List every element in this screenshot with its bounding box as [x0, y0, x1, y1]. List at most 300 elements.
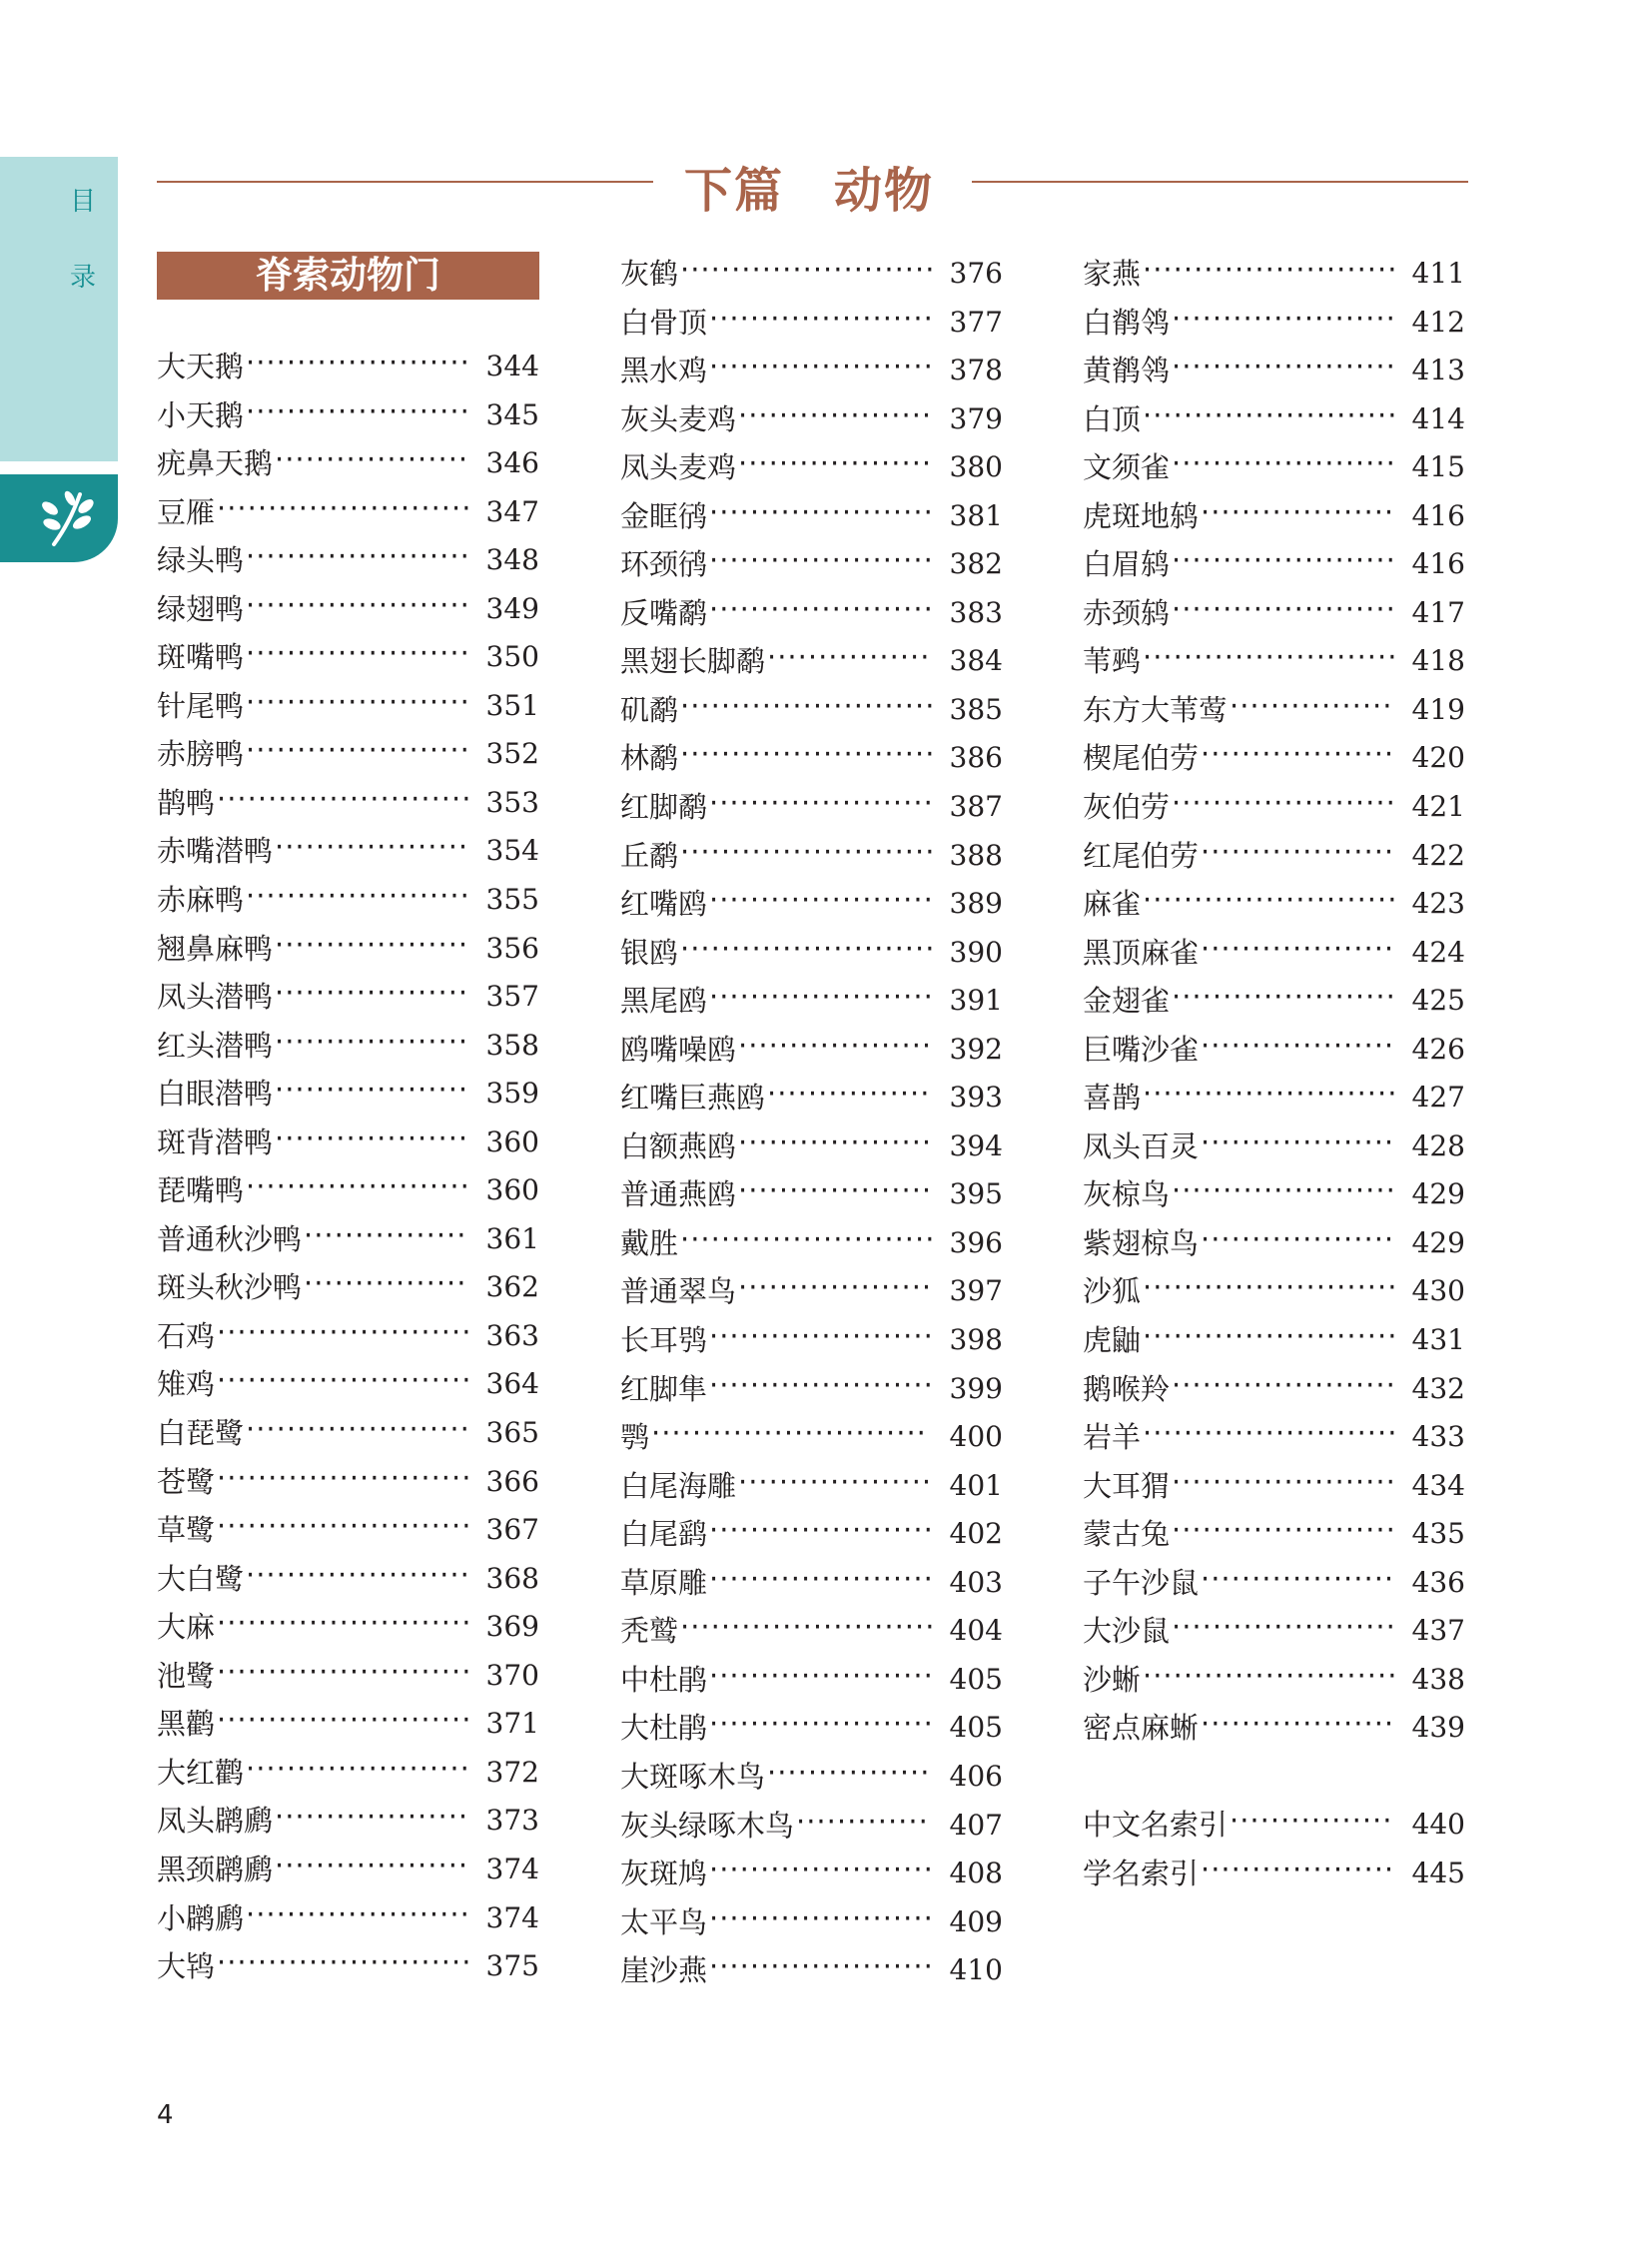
toc-entry-page: 389 — [949, 887, 1003, 921]
toc-entry[interactable] — [157, 1458, 539, 1507]
toc-column-3 — [1083, 250, 1465, 1753]
toc-entry[interactable] — [620, 1267, 1003, 1316]
toc-entry-page: 358 — [485, 1028, 539, 1062]
toc-entry[interactable] — [1083, 1122, 1465, 1171]
toc-entry[interactable] — [620, 250, 1003, 299]
title-rule-left — [157, 181, 653, 183]
toc-entry[interactable] — [157, 1555, 539, 1604]
toc-entry-page: 349 — [485, 591, 539, 625]
toc-entry-name: 凤头百灵 — [1083, 1128, 1200, 1163]
toc-entry[interactable] — [157, 1312, 539, 1361]
toc-entry[interactable] — [620, 880, 1003, 929]
toc-leader-dots: ························· — [1143, 1319, 1397, 1354]
toc-entry[interactable] — [157, 1506, 539, 1555]
toc-entry-name: 凤头潜鸭 — [157, 980, 274, 1015]
toc-entry-page: 374 — [485, 1852, 539, 1885]
toc-entry-page: 439 — [1411, 1711, 1465, 1745]
toc-leader-dots: ··················· — [1201, 494, 1395, 529]
toc-entry[interactable] — [620, 443, 1003, 492]
toc-entry-page: 427 — [1411, 1081, 1465, 1115]
toc-entry[interactable] — [1083, 299, 1465, 348]
toc-leader-dots: ··················· — [275, 927, 469, 962]
toc-entry[interactable] — [620, 1704, 1003, 1753]
toc-entry[interactable] — [1083, 589, 1465, 638]
toc-entry[interactable] — [157, 1070, 539, 1119]
toc-entry[interactable] — [1083, 637, 1465, 686]
toc-entry[interactable] — [1083, 1850, 1465, 1898]
section-title: 下篇 动物 — [683, 163, 934, 219]
toc-leader-dots: ··················· — [1201, 1028, 1395, 1063]
toc-leader-dots: ······················ — [246, 393, 470, 428]
toc-entry-page: 415 — [1411, 450, 1465, 484]
toc-entry-page: 376 — [949, 257, 1003, 290]
toc-entry[interactable] — [157, 1652, 539, 1701]
toc-entry[interactable] — [157, 1749, 539, 1798]
toc-leader-dots: ······················ — [1172, 543, 1396, 578]
toc-entry[interactable] — [1083, 1559, 1465, 1608]
toc-entry-name: 长耳鸮 — [620, 1323, 708, 1358]
toc-entry-name: 大麻 — [157, 1610, 216, 1645]
toc-leader-dots: ······················ — [1172, 301, 1396, 336]
toc-entry[interactable] — [157, 682, 539, 731]
sidebar-icon-tab — [0, 474, 118, 562]
toc-leader-dots: ················ — [1230, 1804, 1393, 1838]
toc-entry-name: 琵嘴鸭 — [157, 1173, 245, 1208]
toc-entry-page: 425 — [1411, 984, 1465, 1018]
toc-leader-dots: ······················ — [246, 1896, 470, 1931]
toc-entry-name: 红脚鹬 — [620, 790, 708, 825]
toc-entry-page: 424 — [1411, 935, 1465, 969]
toc-entry-page: 350 — [485, 640, 539, 674]
toc-entry[interactable] — [157, 827, 539, 876]
toc-entry[interactable] — [157, 633, 539, 682]
toc-entry[interactable] — [157, 1119, 539, 1167]
toc-entry[interactable] — [620, 1219, 1003, 1268]
toc-leader-dots: ························· — [1143, 1270, 1397, 1305]
toc-entry-name: 鹅喉羚 — [1083, 1371, 1171, 1406]
toc-entry[interactable] — [1083, 1074, 1465, 1122]
toc-entry-name: 矶鹬 — [620, 692, 679, 727]
toc-entry-page: 430 — [1411, 1274, 1465, 1308]
toc-entry-page: 414 — [1411, 401, 1465, 435]
toc-leader-dots: ················ — [767, 640, 931, 675]
toc-leader-dots: ························· — [217, 1945, 471, 1980]
toc-entry-page: 426 — [1411, 1032, 1465, 1066]
toc-entry-name: 白琵鹭 — [157, 1416, 245, 1451]
toc-leader-dots: ························· — [217, 1509, 471, 1544]
toc-leader-dots: ······················ — [709, 1513, 934, 1548]
toc-entry[interactable] — [157, 1942, 539, 1991]
toc-entry-name: 黑鹳 — [157, 1707, 216, 1742]
toc-entry-page: 386 — [949, 741, 1003, 775]
toc-entry[interactable] — [157, 876, 539, 925]
toc-entry-name: 灰头绿啄木鸟 — [620, 1808, 795, 1843]
toc-entry[interactable] — [620, 1898, 1003, 1947]
category-heading: 脊索动物门 — [157, 252, 539, 300]
toc-entry-name: 巨嘴沙雀 — [1083, 1032, 1200, 1067]
toc-entry-page: 395 — [949, 1177, 1003, 1211]
toc-entry-name: 灰头麦鸡 — [620, 401, 737, 436]
toc-entry-name: 赤颈鸫 — [1083, 595, 1171, 630]
toc-entry[interactable] — [1083, 1413, 1465, 1462]
toc-leader-dots: ······················ — [1172, 1367, 1396, 1402]
toc-entry-page: 428 — [1411, 1128, 1465, 1162]
toc-entry[interactable] — [620, 1607, 1003, 1656]
toc-entry[interactable] — [620, 395, 1003, 444]
toc-entry-name: 白鹡鸰 — [1083, 305, 1171, 340]
toc-entry[interactable] — [620, 1946, 1003, 1995]
toc-leader-dots: ················ — [304, 1217, 467, 1252]
toc-entry-page: 407 — [949, 1808, 1003, 1842]
toc-entry-page: 360 — [485, 1173, 539, 1207]
toc-entry[interactable] — [1083, 1462, 1465, 1511]
toc-entry-name: 灰鹤 — [620, 257, 679, 291]
toc-leader-dots: ······················ — [709, 980, 934, 1015]
toc-entry-name: 密点麻蜥 — [1083, 1711, 1200, 1746]
toc-entry[interactable] — [620, 1802, 1003, 1851]
toc-entry[interactable] — [157, 1603, 539, 1652]
toc-entry[interactable] — [1083, 1026, 1465, 1075]
toc-leader-dots: ······················ — [246, 346, 470, 379]
toc-entry-name: 麻雀 — [1083, 887, 1142, 922]
toc-entry-name: 普通燕鸥 — [620, 1177, 737, 1212]
toc-entry[interactable] — [620, 1850, 1003, 1898]
toc-entry[interactable] — [1083, 1170, 1465, 1219]
toc-entry-name: 沙狐 — [1083, 1274, 1142, 1309]
toc-leader-dots: ··················· — [738, 1028, 933, 1063]
toc-entry[interactable] — [157, 536, 539, 585]
toc-leader-dots: ··························· — [651, 1416, 927, 1451]
toc-entry[interactable] — [620, 347, 1003, 395]
toc-entry[interactable] — [157, 973, 539, 1022]
toc-entry-name: 白顶 — [1083, 401, 1142, 436]
toc-entry[interactable] — [620, 1510, 1003, 1559]
toc-entry-page: 344 — [485, 350, 539, 382]
toc-entry-name: 石鸡 — [157, 1318, 216, 1353]
toc-entry-name: 沙蜥 — [1083, 1662, 1142, 1697]
toc-entry-name: 文须雀 — [1083, 450, 1171, 485]
toc-entry[interactable] — [620, 1316, 1003, 1365]
toc-entry[interactable] — [620, 783, 1003, 832]
toc-leader-dots: ··················· — [1201, 1221, 1395, 1256]
toc-leader-dots: ··················· — [275, 1848, 469, 1882]
toc-leader-dots: ······················ — [1172, 786, 1396, 821]
toc-entry-page: 377 — [949, 305, 1003, 339]
toc-leader-dots: ······················ — [709, 1900, 934, 1935]
toc-entry[interactable] — [157, 1022, 539, 1071]
toc-entry[interactable] — [1083, 686, 1465, 735]
toc-entry-name: 大鸨 — [157, 1949, 216, 1984]
toc-entry[interactable] — [620, 1365, 1003, 1414]
toc-leader-dots: ························· — [217, 1314, 471, 1349]
toc-leader-dots: ······················ — [1172, 350, 1396, 384]
toc-entry[interactable] — [157, 391, 539, 440]
toc-leader-dots: ··················· — [738, 1270, 933, 1305]
toc-entry[interactable] — [620, 734, 1003, 783]
toc-entry-name: 环颈鸻 — [620, 547, 708, 582]
toc-leader-dots: ························· — [217, 1606, 471, 1641]
toc-entry[interactable] — [157, 925, 539, 974]
toc-leader-dots: ························· — [1143, 397, 1397, 432]
toc-entry-name: 东方大苇莺 — [1083, 692, 1229, 727]
toc-entry-name: 学名索引 — [1083, 1856, 1200, 1890]
toc-entry-page: 385 — [949, 692, 1003, 726]
toc-entry-name: 虎鼬 — [1083, 1323, 1142, 1358]
toc-entry-page: 438 — [1411, 1662, 1465, 1696]
toc-entry[interactable] — [620, 1074, 1003, 1122]
toc-entry-name: 绿头鸭 — [157, 543, 245, 578]
toc-entry[interactable] — [157, 1166, 539, 1215]
toc-entry-name: 虎斑地鸫 — [1083, 498, 1200, 533]
toc-entry-name: 黑颈䴙䴘 — [157, 1852, 274, 1886]
toc-leader-dots: ······················ — [246, 1412, 470, 1447]
toc-entry[interactable] — [620, 637, 1003, 686]
toc-entry[interactable] — [1083, 832, 1465, 881]
toc-entry-page: 410 — [949, 1953, 1003, 1987]
toc-entry[interactable] — [620, 686, 1003, 735]
toc-leader-dots: ························· — [1143, 640, 1397, 675]
toc-entry-name: 金翅雀 — [1083, 984, 1171, 1019]
toc-entry[interactable] — [1083, 783, 1465, 832]
toc-entry-page: 416 — [1411, 547, 1465, 581]
toc-entry[interactable] — [1083, 250, 1465, 299]
toc-entry-page: 365 — [485, 1416, 539, 1450]
toc-entry[interactable] — [1083, 1704, 1465, 1753]
toc-entry-page: 375 — [485, 1949, 539, 1983]
toc-entry-page: 405 — [949, 1662, 1003, 1696]
toc-entry[interactable] — [157, 1700, 539, 1749]
toc-entry[interactable] — [620, 1413, 1003, 1462]
toc-leader-dots: ······················ — [709, 1658, 934, 1693]
toc-entry[interactable] — [620, 1122, 1003, 1171]
toc-leader-dots: ··················· — [738, 1464, 933, 1499]
toc-entry-page: 408 — [949, 1857, 1003, 1890]
toc-entry-page: 409 — [949, 1904, 1003, 1938]
toc-entry-name: 小天鹅 — [157, 397, 245, 432]
toc-entry[interactable] — [157, 1894, 539, 1943]
toc-entry[interactable] — [157, 1360, 539, 1409]
toc-entry-page: 429 — [1411, 1177, 1465, 1211]
toc-entry-name: 黑水鸡 — [620, 354, 708, 388]
toc-entry[interactable] — [1083, 443, 1465, 492]
sidebar-tab — [0, 157, 118, 461]
toc-entry-page: 401 — [949, 1468, 1003, 1502]
toc-entry-name: 小䴙䴘 — [157, 1900, 245, 1935]
toc-entry[interactable] — [1083, 1801, 1465, 1850]
toc-leader-dots: ························· — [1143, 1077, 1397, 1112]
toc-entry-name: 大耳猬 — [1083, 1468, 1171, 1503]
toc-entry[interactable] — [620, 1026, 1003, 1075]
toc-entry-page: 436 — [1411, 1565, 1465, 1599]
toc-entry[interactable] — [157, 779, 539, 828]
toc-entry-name: 雉鸡 — [157, 1367, 216, 1402]
toc-entry-name: 白额燕鸥 — [620, 1128, 737, 1163]
toc-entry-page: 435 — [1411, 1517, 1465, 1551]
toc-entry-name: 灰斑鸠 — [620, 1857, 708, 1891]
toc-entry-name: 反嘴鹬 — [620, 595, 708, 630]
toc-entry-name: 大天鹅 — [157, 350, 245, 383]
toc-entry-page: 393 — [949, 1081, 1003, 1115]
toc-leader-dots: ························· — [680, 688, 935, 723]
toc-entry[interactable] — [157, 1846, 539, 1894]
toc-entry-page: 417 — [1411, 595, 1465, 629]
toc-entry-page: 445 — [1411, 1856, 1465, 1889]
toc-entry-page: 348 — [485, 543, 539, 577]
toc-leader-dots: ······················ — [709, 494, 934, 529]
toc-entry-name: 白尾海雕 — [620, 1468, 737, 1503]
toc-entry-name: 黑顶麻雀 — [1083, 935, 1200, 970]
toc-entry-name: 黄鹡鸰 — [1083, 354, 1171, 388]
toc-entry-name: 白眉鸫 — [1083, 547, 1171, 582]
toc-entry[interactable] — [620, 1656, 1003, 1705]
toc-entry[interactable] — [1083, 1316, 1465, 1365]
toc-entry-name: 中文名索引 — [1083, 1808, 1229, 1842]
toc-entry-name: 红尾伯劳 — [1083, 838, 1200, 873]
toc-leader-dots: ······················ — [709, 350, 934, 384]
toc-entry-name: 岩羊 — [1083, 1420, 1142, 1455]
toc-entry[interactable] — [1083, 1219, 1465, 1268]
toc-entry-page: 374 — [485, 1900, 539, 1934]
toc-entry-name: 大斑啄木鸟 — [620, 1759, 766, 1794]
toc-leader-dots: ························· — [217, 1654, 471, 1689]
toc-entry[interactable] — [620, 299, 1003, 348]
toc-leader-dots: ······················ — [246, 879, 470, 914]
toc-entry-name: 戴胜 — [620, 1225, 679, 1260]
toc-leader-dots: ························· — [680, 1221, 935, 1256]
toc-entry[interactable] — [1083, 977, 1465, 1026]
toc-entry[interactable] — [1083, 1267, 1465, 1316]
toc-entry[interactable] — [1083, 1656, 1465, 1705]
toc-entry-page: 398 — [949, 1323, 1003, 1357]
toc-entry-page: 359 — [485, 1077, 539, 1111]
toc-entry-page: 390 — [949, 935, 1003, 969]
toc-entry-name: 凤头麦鸡 — [620, 450, 737, 485]
toc-leader-dots: ······················ — [709, 301, 934, 336]
toc-entry-page: 406 — [949, 1759, 1003, 1793]
toc-entry[interactable] — [620, 589, 1003, 638]
toc-entry-page: 354 — [485, 834, 539, 868]
toc-entry-name: 红脚隼 — [620, 1371, 708, 1406]
toc-entry[interactable] — [620, 1753, 1003, 1802]
toc-entry[interactable] — [157, 1409, 539, 1458]
toc-leader-dots: ······················ — [246, 587, 470, 622]
toc-entry-page: 367 — [485, 1513, 539, 1547]
toc-leader-dots: ······················ — [246, 636, 470, 671]
toc-entry[interactable] — [620, 977, 1003, 1026]
toc-entry[interactable] — [157, 343, 539, 391]
toc-entry[interactable] — [157, 1215, 539, 1264]
toc-entry-page: 346 — [485, 446, 539, 480]
toc-entry-name: 鹗 — [620, 1420, 650, 1455]
toc-leader-dots: ························· — [217, 490, 471, 525]
toc-entry[interactable] — [157, 1797, 539, 1846]
toc-entry-name: 太平鸟 — [620, 1904, 708, 1939]
toc-leader-dots: ························· — [217, 781, 471, 816]
toc-entry[interactable] — [1083, 734, 1465, 783]
toc-entry[interactable] — [157, 1263, 539, 1312]
toc-leader-dots: ······················ — [709, 543, 934, 578]
toc-entry[interactable] — [620, 1170, 1003, 1219]
title-rule-right — [972, 181, 1468, 183]
toc-leader-dots: ······················ — [1172, 1464, 1396, 1499]
toc-entry-page: 402 — [949, 1517, 1003, 1551]
toc-entry-name: 丘鹬 — [620, 838, 679, 873]
toc-entry-page: 366 — [485, 1464, 539, 1498]
toc-entry[interactable] — [620, 929, 1003, 978]
toc-entry-name: 大白鹭 — [157, 1561, 245, 1596]
toc-entry-page: 372 — [485, 1755, 539, 1789]
toc-entry[interactable] — [1083, 1365, 1465, 1414]
toc-entry[interactable] — [620, 492, 1003, 541]
toc-entry[interactable] — [620, 540, 1003, 589]
toc-leader-dots: ······················ — [709, 1367, 934, 1402]
toc-entry-name: 中杜鹃 — [620, 1662, 708, 1697]
toc-entry[interactable] — [157, 488, 539, 537]
toc-leader-dots: ··················· — [1201, 834, 1395, 869]
toc-entry-page: 373 — [485, 1804, 539, 1838]
toc-entry-page: 364 — [485, 1367, 539, 1401]
toc-entry-name: 蒙古兔 — [1083, 1517, 1171, 1552]
toc-entry-page: 351 — [485, 688, 539, 722]
toc-entry[interactable] — [1083, 347, 1465, 395]
toc-entry-page: 356 — [485, 931, 539, 965]
toc-leader-dots: ······················ — [1172, 980, 1396, 1015]
toc-entry[interactable] — [157, 585, 539, 634]
toc-entry-name: 普通翠鸟 — [620, 1274, 737, 1309]
toc-leader-dots: ······················ — [246, 1557, 470, 1592]
toc-entry-name: 秃鹫 — [620, 1614, 679, 1649]
toc-entry-page: 416 — [1411, 498, 1465, 532]
toc-entry-page: 419 — [1411, 692, 1465, 726]
toc-entry[interactable] — [157, 730, 539, 779]
toc-entry-name: 赤膀鸭 — [157, 737, 245, 772]
toc-entry[interactable] — [1083, 880, 1465, 929]
toc-entry[interactable] — [1083, 395, 1465, 444]
toc-entry[interactable] — [1083, 1510, 1465, 1559]
toc-entry-name: 斑背潜鸭 — [157, 1124, 274, 1159]
toc-entry-page: 360 — [485, 1124, 539, 1158]
toc-entry-page: 420 — [1411, 741, 1465, 775]
toc-entry-name: 白眼潜鸭 — [157, 1077, 274, 1112]
toc-entry-name: 鸥嘴噪鸥 — [620, 1032, 737, 1067]
toc-leader-dots: ······················ — [1172, 1173, 1396, 1208]
toc-entry-page: 405 — [949, 1711, 1003, 1745]
toc-entry-name: 斑头秋沙鸭 — [157, 1270, 303, 1305]
toc-entry-page: 434 — [1411, 1468, 1465, 1502]
toc-entry-page: 369 — [485, 1610, 539, 1644]
toc-entry-page: 387 — [949, 790, 1003, 824]
toc-entry-page: 440 — [1411, 1808, 1465, 1841]
toc-leader-dots: ························· — [217, 1460, 471, 1495]
toc-leader-dots: ························· — [680, 737, 935, 772]
toc-entry[interactable] — [620, 832, 1003, 881]
toc-entry-page: 403 — [949, 1565, 1003, 1599]
toc-entry-name: 子午沙鼠 — [1083, 1565, 1200, 1600]
toc-entry[interactable] — [1083, 540, 1465, 589]
toc-leader-dots: ······················ — [709, 883, 934, 918]
toc-leader-dots: ························· — [1143, 883, 1397, 918]
toc-entry-page: 384 — [949, 644, 1003, 678]
toc-entry-name: 疣鼻天鹅 — [157, 446, 274, 481]
toc-entry[interactable] — [1083, 1607, 1465, 1656]
toc-entry[interactable] — [620, 1559, 1003, 1608]
toc-entry[interactable] — [620, 1462, 1003, 1511]
toc-entry[interactable] — [1083, 492, 1465, 541]
toc-entry[interactable] — [1083, 929, 1465, 978]
toc-entry[interactable] — [157, 439, 539, 488]
page-number: 4 — [157, 2100, 174, 2130]
toc-leader-dots: ······················ — [709, 1561, 934, 1596]
